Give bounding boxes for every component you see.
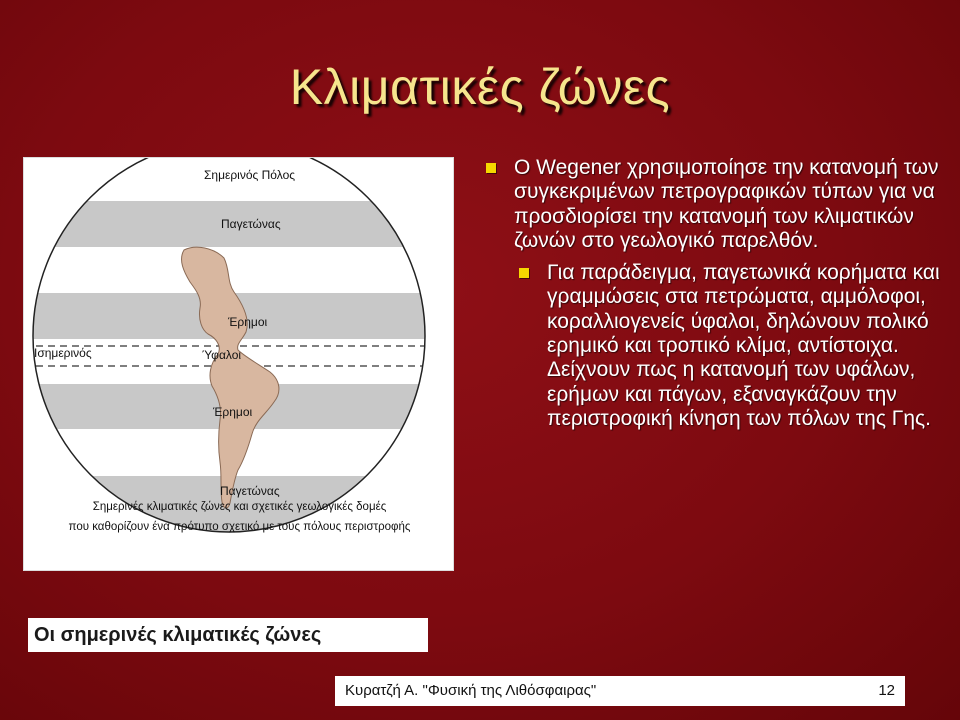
square-bullet-icon xyxy=(519,268,529,278)
bullet-item-1 xyxy=(484,156,946,253)
caption-line-2: που καθορίζουν ένα πρότυπο σχετικό με τους πόλους περιστροφής xyxy=(68,521,411,533)
figure-subtitle: Οι σημερινές κλιματικές ζώνες xyxy=(28,618,428,652)
footer-text: Κυρατζή Α. "Φυσική της Λιθόσφαιρας" xyxy=(345,682,597,699)
page-number: 12 xyxy=(878,682,895,699)
bullet-list xyxy=(484,156,946,431)
climate-zones-figure xyxy=(23,157,454,571)
bullet-text-1: Ο Wegener χρησιμοποίησε την κατανομή των συγκεκριμένων πετρογραφικών τύπων για να προσδιορίσει την κατανομή των κλιματικών ζωνών στο γεωλογικό παρελθόν. xyxy=(514,156,939,252)
label-ice-top: Παγετώνας xyxy=(221,217,281,231)
square-bullet-icon xyxy=(486,163,496,173)
label-deserts-top: Έρημοι xyxy=(228,315,268,329)
caption-line-1: Σημερινές κλιματικές ζώνες και σχετικές γεωλογικές δομές xyxy=(92,501,387,513)
bullet-item-2 xyxy=(517,261,946,431)
footer xyxy=(335,676,905,706)
label-ice-bottom: Παγετώνας xyxy=(220,484,280,498)
label-south-pole: Σημερινός Πόλος xyxy=(204,168,296,182)
label-deserts-bottom: Έρημοι xyxy=(213,405,253,419)
bullet-text-2: Για παράδειγμα, παγετωνικά κορήματα και γραμμώσεις στα πετρώματα, αμμόλοφοι, κοραλλιογενείς ύφαλοι, δηλώνουν πολικό ερημικό και τροπικό κλίμα, αντίστοιχα. Δείχνουν πως η κατανομή των υφάλων, ερήμων και πάγων, εξαναγκάζουν την περιστροφική κίνηση των πόλων της Γης. xyxy=(547,261,940,430)
figure-caption xyxy=(24,497,455,537)
label-reefs: Ύφαλοι xyxy=(202,348,242,362)
label-equator: Ισημερινός xyxy=(34,346,92,360)
slide-title: Κλιματικές ζώνες xyxy=(289,59,671,115)
